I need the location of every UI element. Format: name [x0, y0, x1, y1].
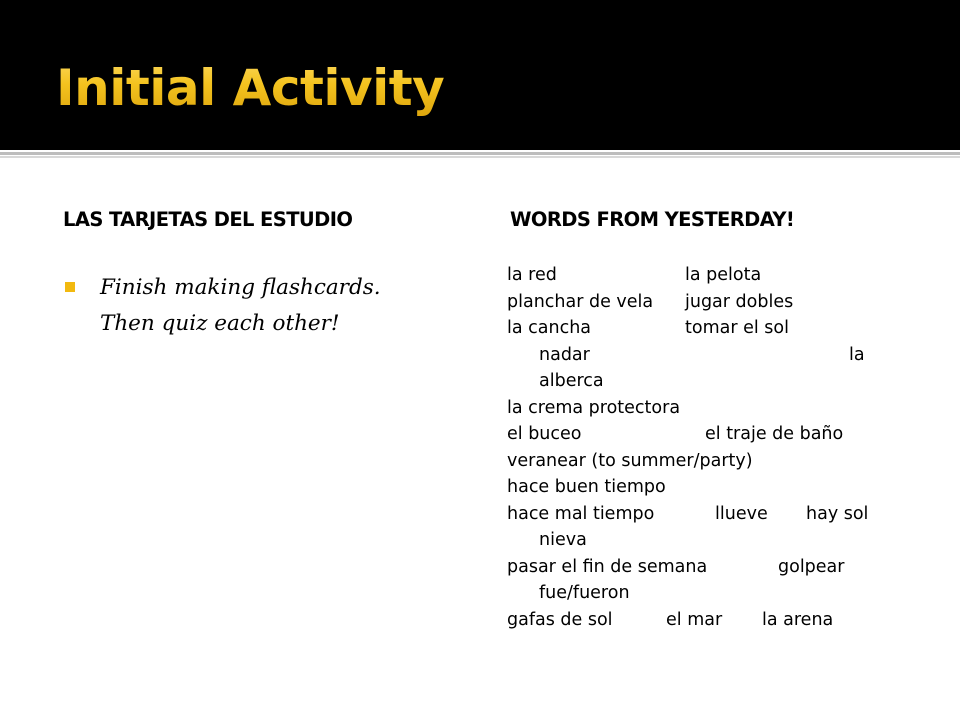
- vocab-line: [507, 395, 897, 422]
- vocab-word: veranear (to summer/party): [507, 450, 753, 471]
- vocab-word: planchar de vela: [507, 291, 654, 312]
- vocab-word: hay sol: [806, 503, 869, 524]
- vocab-word: llueve: [715, 503, 768, 524]
- vocab-word: el mar: [666, 609, 723, 630]
- left-bullet-list: [64, 270, 454, 342]
- vocab-line: [507, 289, 897, 316]
- vocab-line: [507, 368, 897, 395]
- vocab-line: [507, 554, 897, 581]
- vocab-word: el traje de baño: [705, 424, 844, 444]
- vocab-line: [507, 501, 897, 528]
- vocab-word: la pelota: [685, 265, 762, 285]
- vocab-word: gafas de sol: [507, 609, 613, 630]
- vocab-word: pasar el fin de semana: [507, 556, 708, 577]
- vocab-line: [507, 607, 897, 634]
- vocab-line: [507, 421, 897, 448]
- vocab-line: [507, 527, 897, 554]
- right-column-heading: WORDS FROM YESTERDAY!: [510, 208, 795, 231]
- bullet-text-line-2: Then quiz each other!: [100, 311, 340, 336]
- vocab-line: [507, 474, 897, 501]
- slide-title: Initial Activity: [56, 46, 444, 130]
- vocab-word: golpear: [778, 556, 845, 577]
- vocab-word: hace buen tiempo: [507, 477, 666, 497]
- vocab-word: tomar el sol: [685, 318, 789, 338]
- vocab-line: [507, 580, 897, 607]
- vocab-line: [507, 315, 897, 342]
- vocab-word: la crema protectora: [507, 397, 681, 418]
- vocab-word: el buceo: [507, 424, 582, 444]
- vocab-line: [507, 262, 897, 289]
- vocab-word: nieva: [539, 530, 587, 550]
- vocabulary-list: [507, 262, 897, 633]
- left-column-heading: LAS TARJETAS DEL ESTUDIO: [63, 208, 353, 231]
- vocab-line: [507, 342, 897, 369]
- vocab-line: [507, 448, 897, 475]
- bullet-item: [64, 270, 454, 342]
- vocab-word: la: [849, 344, 865, 365]
- vocab-word: jugar dobles: [685, 291, 794, 312]
- vocab-word: fue/fueron: [539, 583, 630, 603]
- vocab-word: la cancha: [507, 318, 592, 338]
- vocab-word: hace mal tiempo: [507, 503, 655, 524]
- square-bullet-icon: [65, 282, 75, 292]
- title-divider-secondary: [0, 156, 960, 158]
- bullet-text-line-1: Finish making flashcards.: [100, 275, 381, 300]
- title-divider: [0, 152, 960, 155]
- vocab-word: nadar: [539, 344, 590, 365]
- vocab-word: alberca: [539, 371, 604, 391]
- vocab-word: la red: [507, 265, 557, 285]
- vocab-word: la arena: [762, 609, 834, 630]
